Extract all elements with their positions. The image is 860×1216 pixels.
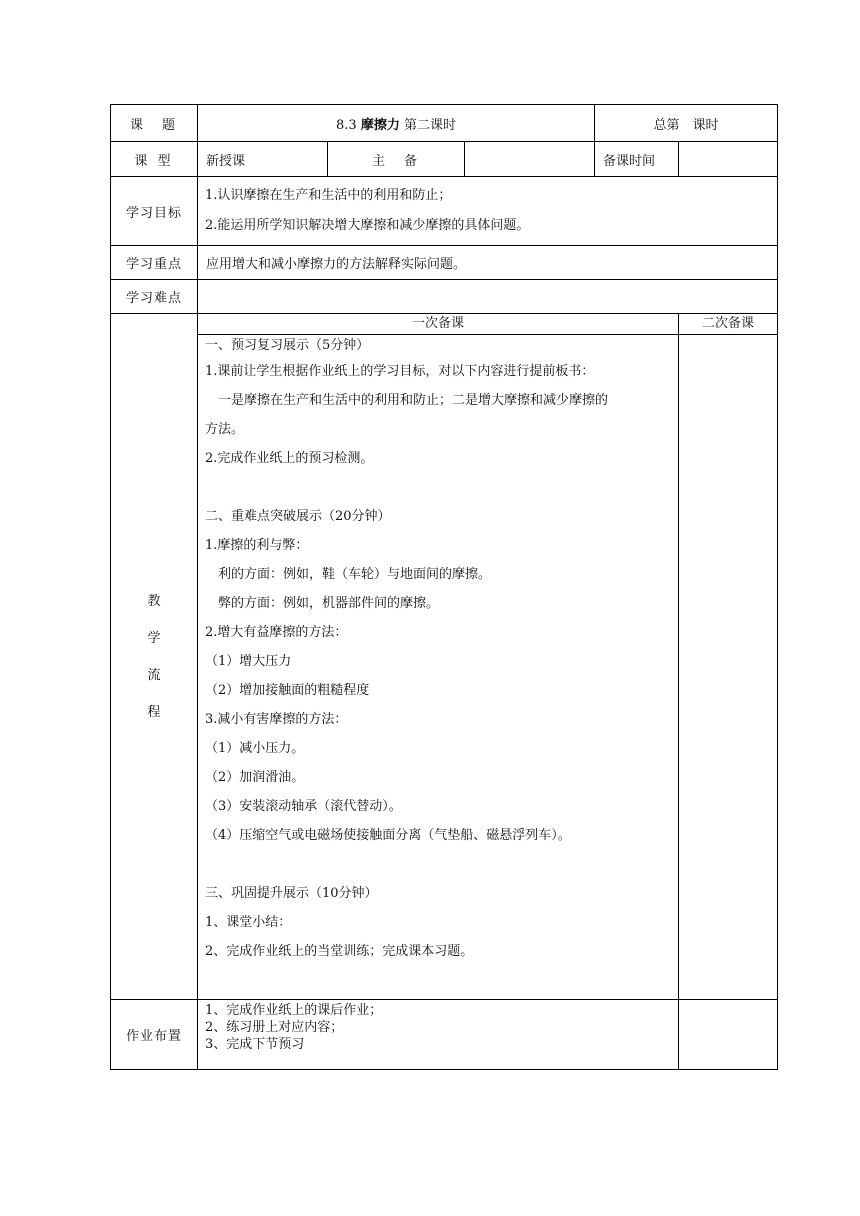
key-point-row [111, 246, 778, 280]
homework-item: 2、练习册上对应内容； [205, 1020, 344, 1035]
topic-label: 课 题 [111, 105, 198, 142]
key-point-text: 应用增大和减小摩擦力的方法解释实际问题。 [198, 246, 778, 280]
objectives-label: 学习目标 [111, 177, 198, 246]
section-line: 1、课堂小结： [205, 915, 292, 930]
topic-cell [198, 105, 595, 142]
objective-item: 1.认识摩擦在生产和生活中的利用和防止； [205, 188, 452, 203]
section-line: （2）增加接触面的粗糙程度 [205, 683, 370, 698]
section-line: （2）加润滑油。 [205, 770, 305, 785]
flow-label-char: 流 [147, 667, 161, 683]
section-line: 1.摩擦的利与弊： [205, 538, 309, 553]
section-line: 1.课前让学生根据作业纸上的学习目标，对以下内容进行提前板书： [205, 364, 595, 379]
difficulty-text [198, 280, 778, 314]
flow-label-char: 程 [147, 704, 161, 720]
prep-value [465, 142, 595, 177]
prep-time-value [679, 142, 778, 177]
spacer [198, 473, 678, 502]
second-prep-content [679, 335, 778, 1000]
prep-time-label: 备课时间 [595, 142, 679, 177]
flow-content-row [111, 335, 778, 1000]
type-value: 新授课 [198, 142, 328, 177]
difficulty-label: 学习难点 [111, 280, 198, 314]
first-prep-header: 一次备课 [198, 314, 679, 335]
first-prep-content [198, 335, 679, 1000]
total-session-label: 总第 课时 [653, 117, 719, 133]
flow-label-char: 教 [147, 593, 161, 609]
type-label: 课 型 [111, 142, 198, 177]
total-session-cell [595, 105, 778, 142]
objective-item: 2.能运用所学知识解决增大摩擦和减少摩擦的具体问题。 [205, 218, 530, 233]
section-line: （1）增大压力 [205, 654, 292, 669]
flow-header-row [111, 314, 778, 335]
type-row [111, 142, 778, 177]
spacer [198, 850, 678, 879]
homework-content [198, 1000, 679, 1070]
section-line: 方法。 [205, 422, 245, 437]
objectives-row [111, 177, 778, 246]
section-line: 2.完成作业纸上的预习检测。 [205, 451, 374, 466]
section-line: 2.增大有益摩擦的方法： [205, 625, 348, 640]
section-title: 二、重难点突破展示（20分钟） [205, 509, 391, 524]
section-title: 三、巩固提升展示（10分钟） [205, 886, 378, 901]
key-point-label: 学习重点 [111, 246, 198, 280]
topic-session: 第二课时 [403, 117, 456, 133]
section-line: 一是摩擦在生产和生活中的利用和防止；二是增大摩擦和减少摩擦的 [205, 393, 609, 408]
section-line: （3）安装滚动轴承（滚代替动）。 [205, 799, 402, 814]
topic-number: 8.3 [336, 117, 357, 133]
flow-label [111, 583, 197, 731]
section-line: 2、完成作业纸上的当堂训练；完成课本习题。 [205, 944, 474, 959]
homework-row [111, 1000, 778, 1070]
homework-label: 作业布置 [111, 1000, 198, 1070]
section-title: 一、预习复习展示（5分钟） [205, 338, 370, 353]
second-prep-header: 二次备课 [679, 314, 778, 335]
homework-item: 1、完成作业纸上的课后作业； [205, 1003, 383, 1018]
section-line: 弊的方面：例如，机器部件间的摩擦。 [205, 596, 440, 611]
section-line: 利的方面：例如，鞋（车轮）与地面间的摩擦。 [205, 567, 492, 582]
difficulty-row [111, 280, 778, 314]
topic-title: 摩擦力 [360, 117, 400, 133]
section-line: 3.减小有害摩擦的方法： [205, 712, 348, 727]
topic-row [111, 105, 778, 142]
flow-label-cell [111, 314, 198, 1000]
flow-label-char: 学 [147, 630, 161, 646]
homework-second-prep [679, 1000, 778, 1070]
section-line: （1）减小压力。 [205, 741, 305, 756]
objectives-content [198, 177, 778, 246]
lesson-plan-table [110, 104, 778, 1070]
section-line: （4）压缩空气或电磁场使接触面分离（气垫船、磁悬浮列车）。 [205, 828, 571, 843]
homework-item: 3、完成下节预习 [205, 1037, 305, 1052]
prep-label: 主 备 [328, 142, 465, 177]
